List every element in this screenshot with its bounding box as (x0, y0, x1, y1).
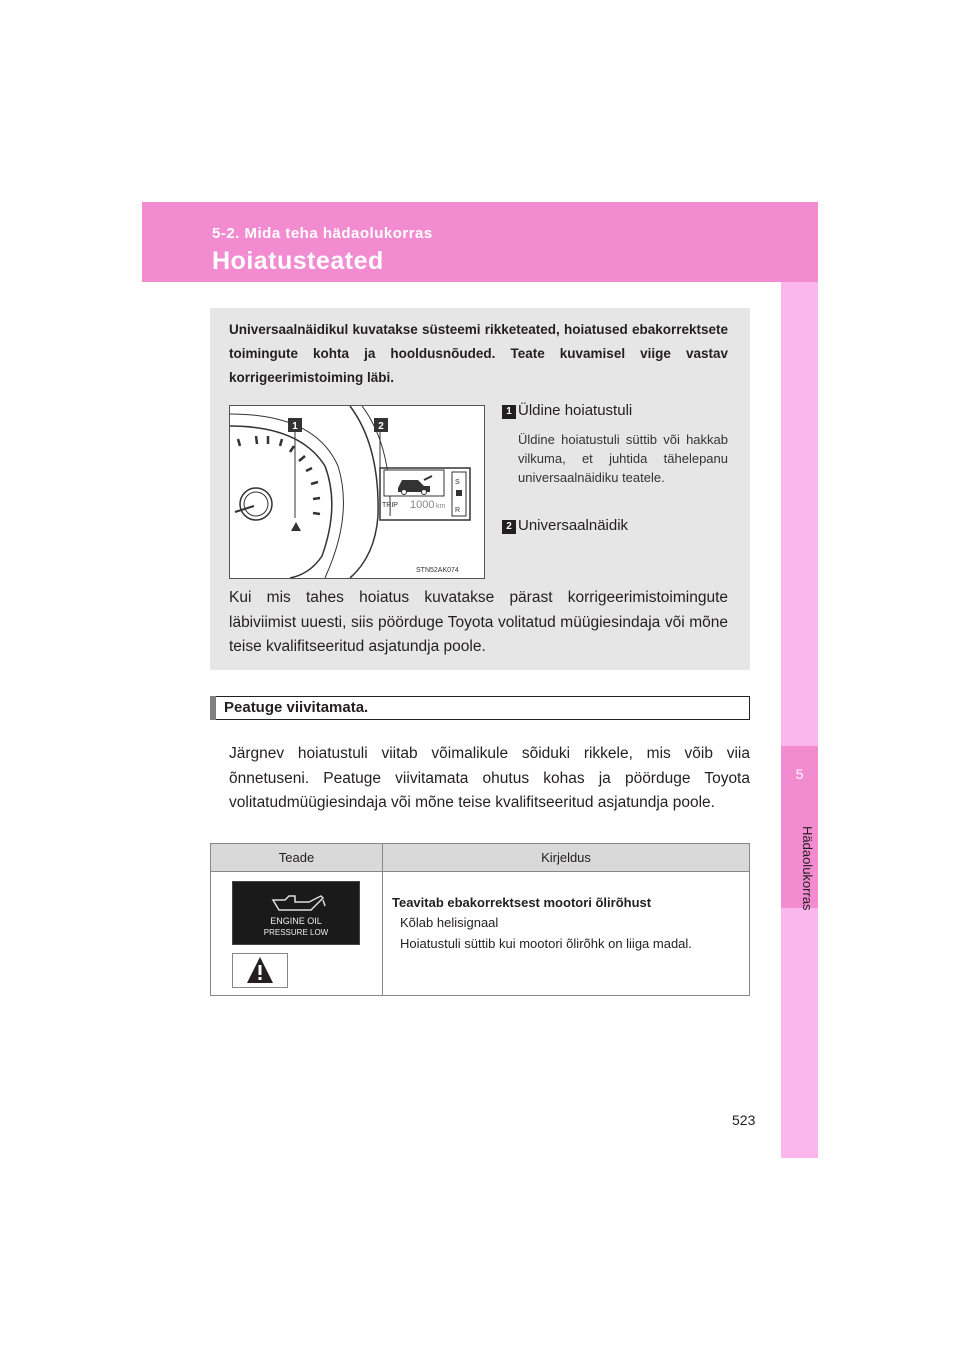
stop-paragraph: Järgnev hoiatustuli viitab võimalikule sõiduki rikkele, mis võib viia õnnetuseni. Peatuge viivitamata ohutus kohas ja pöörduge Toyota volitatudmüügiesindaja või mõne teise kvalifitseeritud asjatundja poole. (229, 745, 750, 811)
warning-light-box (232, 953, 288, 988)
cluster-illustration (230, 406, 484, 578)
row-line-1: Kõlab helisignaal (400, 915, 499, 930)
chapter-name: Hädaolukorras (800, 826, 815, 911)
outro-text: Kui mis tahes hoiatus kuvatakse pärast korrigeerimistoimingute läbiviimist uuesti, siis pöörduge Toyota volitatud müügiesindaja või mõne teise kvalifitseeritud asjatundja poole. (229, 589, 728, 655)
oil-pressure-display (232, 881, 360, 945)
legend-description-1: Üldine hoiatustuli süttib või hakkab vilkuma, et juhtida tähelepanu universaalnäidiku teatele. (518, 432, 728, 485)
table-header-description: Kirjeldus (541, 850, 591, 865)
side-strip (781, 282, 818, 1158)
table-header-message: Teade (278, 850, 315, 865)
row-line-2: Hoiatustuli süttib kui mootori õlirõhk on liiga madal. (400, 936, 692, 951)
image-code: STN52AK074 (416, 567, 459, 574)
page-number: 523 (732, 1112, 756, 1128)
display-text-line1: ENGINE OIL (270, 916, 322, 926)
row-title: Teavitab ebakorrektsest mootori õlirõhust (392, 895, 652, 910)
svg-text:R: R (455, 507, 461, 514)
oil-can-icon (273, 896, 323, 910)
display-text-line2: PRESSURE LOW (263, 928, 329, 937)
odometer-unit: km (436, 503, 446, 510)
warning-triangle-icon (291, 522, 301, 531)
svg-text:S: S (455, 479, 460, 486)
odometer-value: 1000 (410, 499, 435, 511)
instrument-cluster-diagram (229, 405, 485, 579)
stop-heading-bar (210, 696, 216, 720)
diagram-callout-2: 2 (378, 421, 384, 432)
diagram-callout-1: 1 (292, 421, 298, 432)
trip-label: TRIP (382, 502, 398, 509)
column-divider (382, 844, 383, 995)
legend-badge-1: 1 (502, 405, 516, 419)
legend-badge-2: 2 (502, 520, 516, 534)
page-title: Hoiatusteated (212, 247, 384, 275)
legend-title-1: Üldine hoiatustuli (518, 402, 633, 419)
warning-triangle-icon (233, 954, 287, 987)
chapter-number: 5 (795, 766, 804, 782)
intro-text: Universaalnäidikul kuvatakse süsteemi rikketeated, hoiatused ebakorrektsete toimingute kohta ja hooldusnõuded. Teate kuvamisel viige vastav korrigeerimistoiming läbi. (229, 322, 728, 385)
legend-title-2: Universaalnäidik (518, 517, 629, 534)
section-label: 5-2. Mida teha hädaolukorras (212, 225, 433, 242)
stop-heading: Peatuge viivitamata. (224, 699, 369, 716)
